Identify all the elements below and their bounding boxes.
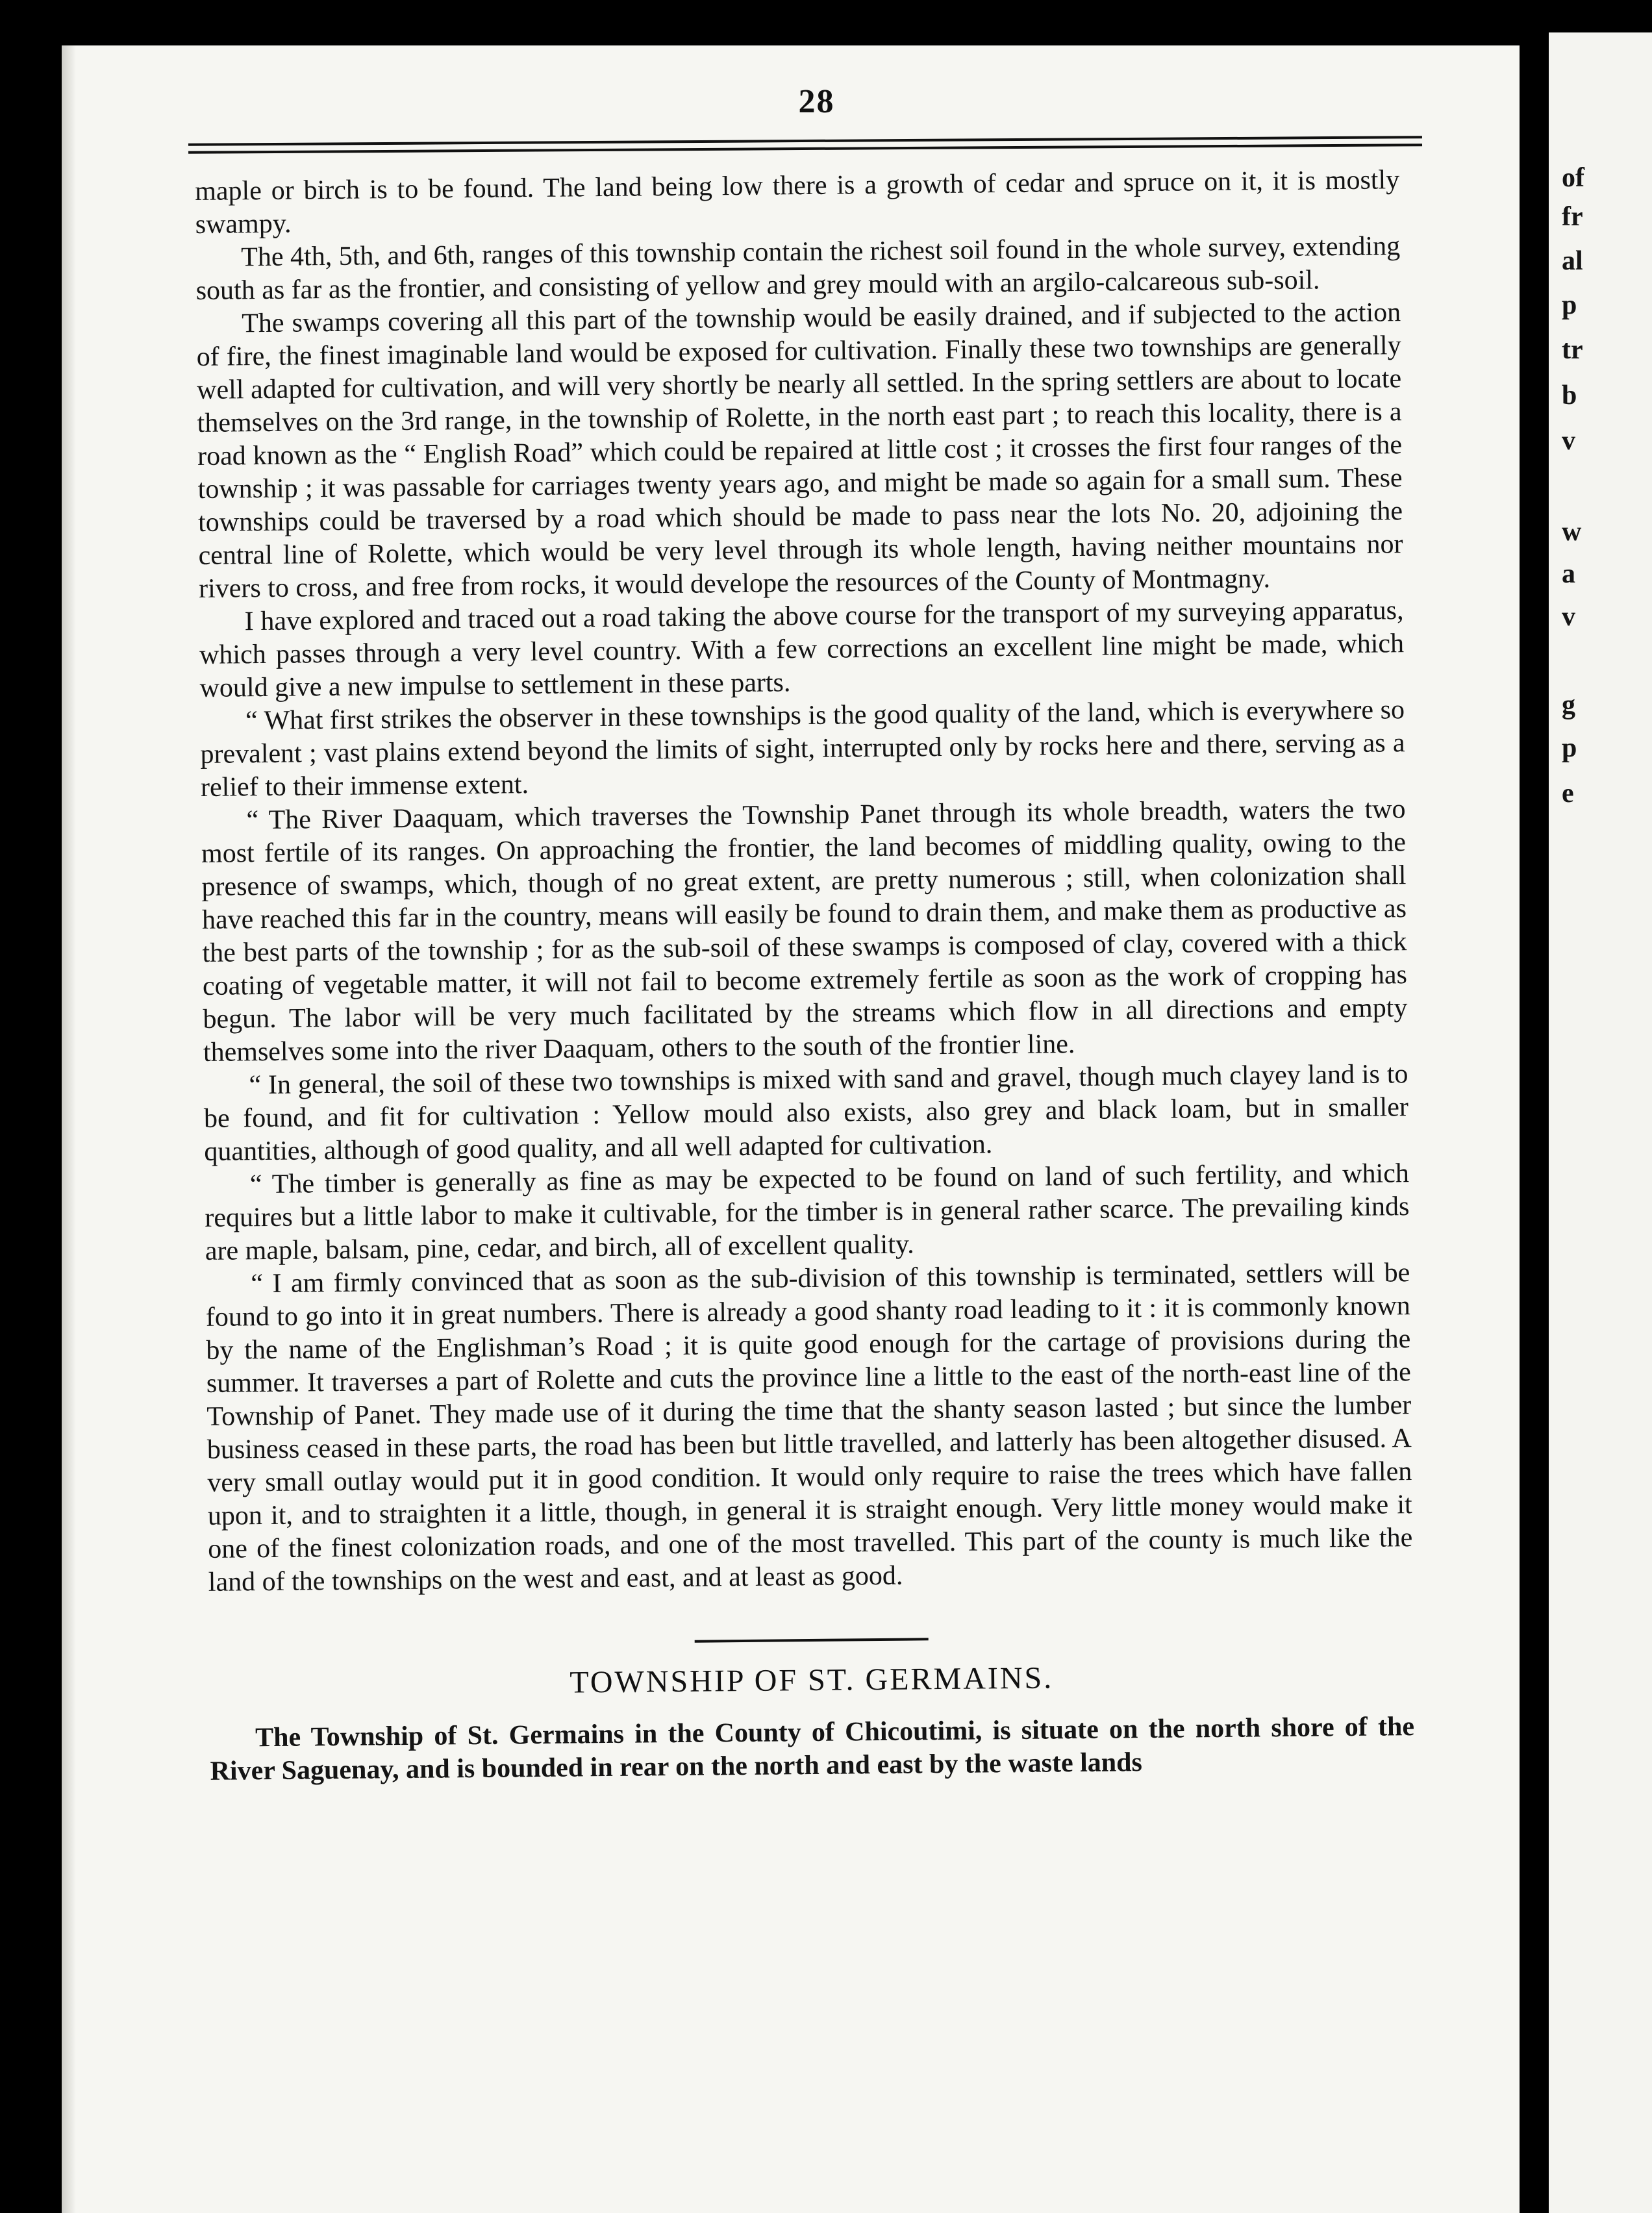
adjacent-page-fragment: tr bbox=[1562, 335, 1583, 365]
body-text bbox=[195, 164, 1415, 1788]
adjacent-page-fragment: p bbox=[1562, 733, 1577, 763]
paragraph: The 4th, 5th, and 6th, ranges of this township contain the richest soil found in the whole survey, extending south as far as the frontier, and consisting of yellow and grey mould with an argilo-calcareous sub-soil. bbox=[195, 231, 1401, 306]
adjacent-page-fragment: w bbox=[1562, 517, 1582, 547]
quoted-paragraph: “ What first strikes the observer in these townships is the good quality of the land, which is everywhere so prevalent ; vast plains extend beyond the limits of sight, interrupted only by rocks here and there, serving as a relief to their immense extent. bbox=[200, 695, 1405, 803]
adjacent-page-fragment: al bbox=[1562, 246, 1583, 276]
header-double-rule bbox=[188, 136, 1422, 154]
document-page bbox=[62, 45, 1520, 2213]
adjacent-page-edge bbox=[1549, 32, 1652, 2213]
adjacent-page-fragment: b bbox=[1562, 381, 1577, 410]
section-divider bbox=[694, 1638, 928, 1642]
quoted-paragraph: “ The River Daaquam, which traverses the Township Panet through its whole breadth, waters the two most fertile of its ranges. On approaching the frontier, the land becomes of middling quality, owing to the presence of swamps, which, though of no great extent, are pretty numerous ; still, when colonization shall have reached this far in the country, means will easily be found to drain them, and make them as productive as the best parts of the township ; for as the sub-soil of these swamps is composed of clay, covered with a thick coating of vegetable matter, it will not fail to become extremely fertile as soon as the work of cropping has begun. The labor will be very much facilitated by the streams which flow in all directions and empty themselves some into the river Daaquam, others to the south of the frontier line. bbox=[201, 794, 1408, 1068]
paragraph: I have explored and traced out a road taking the above course for the transport of my surveying apparatus, which passes through a very level country. With a few corrections an excellent line might be made, which would give a new impulse to settlement in these parts. bbox=[199, 595, 1405, 703]
page-edge-shadow bbox=[62, 45, 76, 2213]
adjacent-page-fragment: fr bbox=[1562, 202, 1583, 232]
section-intro-paragraph bbox=[210, 1710, 1415, 1788]
page-number: 28 bbox=[798, 83, 835, 120]
quoted-paragraph: “ The timber is generally as fine as may be expected to be found on land of such fertility, and which requires but a little labor to make it cultivable, for the timber is in general rather scarce. The prevailing kinds are maple, balsam, pine, cedar, and birch, all of excellent quality. bbox=[205, 1158, 1410, 1266]
adjacent-page-fragment: of bbox=[1562, 163, 1584, 193]
adjacent-page-fragment: p bbox=[1562, 290, 1577, 320]
adjacent-page-fragment: a bbox=[1562, 559, 1575, 589]
adjacent-page-fragment: g bbox=[1562, 690, 1575, 720]
section-intro-text: The Township of St. Germains in the County of Chicoutimi, is situate on the north shore of the River Saguenay, and is bounded in rear on the north and east by the waste lands bbox=[210, 1712, 1415, 1786]
section-heading: TOWNSHIP OF ST. GERMAINS. bbox=[569, 1660, 1054, 1700]
quoted-paragraph: “ In general, the soil of these two townships is mixed with sand and gravel, though much clayey land is to be found, and fit for cultivation : Yellow mould also exists, also grey and black loam, but in smaller quantities, although of good quality, and all well adapted for cultivation. bbox=[203, 1059, 1409, 1167]
adjacent-page-fragment: v bbox=[1562, 602, 1575, 632]
adjacent-page-fragment: e bbox=[1562, 779, 1574, 808]
adjacent-page-fragment: v bbox=[1562, 426, 1575, 456]
paragraph: maple or birch is to be found. The land being low there is a growth of cedar and spruce on it, it is mostly swampy. bbox=[195, 165, 1400, 240]
paragraph: The swamps covering all this part of the township would be easily drained, and if subjected to the action of fire, the finest imaginable land would be exposed for cultivation. Finally these two townships are generally well adapted for cultivation, and will very shortly be nearly all settled. In the spring settlers are about to locate themselves on the 3rd range, in the township of Rolette, in the north east part ; to reach this locality, there is a road known as the “ English Road” which could be repaired at little cost ; it crosses the first four ranges of the township ; it was passable for carriages twenty years ago, and might be made so again for a small sum. These townships could be traversed by a road which should be made to pass near the lots No. 20, adjoining the central line of Rolette, which would be very level through its whole length, having neither mountains nor rivers to cross, and free from rocks, it would develope the resources of the County of Montmagny. bbox=[196, 297, 1403, 604]
quoted-paragraph: “ I am firmly convinced that as soon as the sub-division of this township is terminated, settlers will be found to go into it in great numbers. There is already a good shanty road leading to it : it is commonly known by the name of the Englishman’s Road ; it is quite good enough for the cartage of provisions during the summer. It traverses a part of Rolette and cuts the province line a little to the east of the north-east line of the Township of Panet. They made use of it during the time that the shanty season lasted ; but since the lumber business ceased in these parts, the road has been but little travelled, and latterly has been altogether disused. A very small outlay would put it in good condition. It would only require to raise the trees which have fallen upon it, and to straighten it a little, though, in general it is straight enough. Very little money would make it one of the finest colonization roads, and one of the most travelled. This part of the county is much like the land of the townships on the west and east, and at least as good. bbox=[205, 1258, 1413, 1597]
